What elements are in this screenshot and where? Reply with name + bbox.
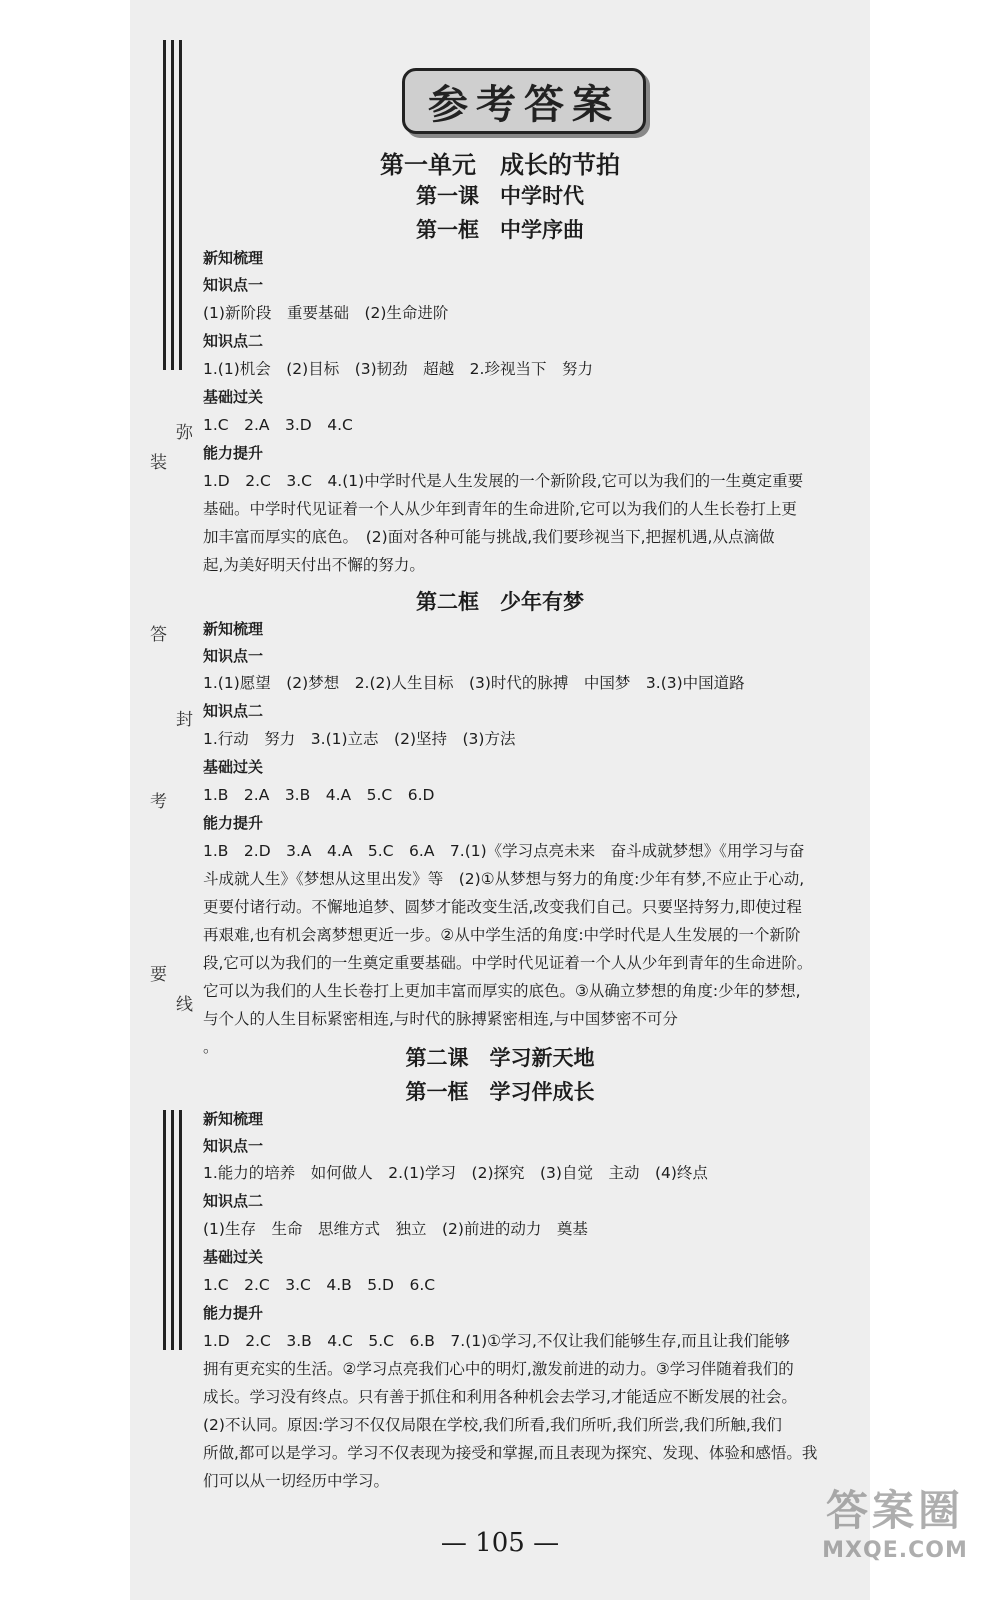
binding-char: 装 [150,453,167,473]
answer-line: 1.D 2.C 3.B 4.C 5.C 6.B 7.(1)①学习,不仅让我们能够生存,而且让我们能够 [203,1332,790,1350]
section-label: 知识点一 [203,647,264,665]
answer-line: 斗成就人生》《梦想从这里出发》等 (2)①从梦想与努力的角度:少年有梦,不应止于心动, [203,870,805,888]
answer-line: 它可以为我们的人生长卷打上更加丰富而厚实的底色。③从确立梦想的角度:少年的梦想, [203,982,801,1000]
watermark-url: MXQE.COM [822,1538,968,1563]
binding-line [163,1110,166,1350]
section-label: 知识点二 [203,702,264,720]
answer-line: (1)生存 生命 思维方式 独立 (2)前进的动力 奠基 [203,1220,588,1238]
answer-line: 1.B 2.A 3.B 4.A 5.C 6.D [203,786,435,804]
section-label: 基础过关 [203,758,264,776]
page-number: — 105 — [440,1528,560,1558]
frame-title: 第一框 中学序曲 [416,218,584,242]
binding-char: 考 [150,792,167,812]
answer-line: 1.能力的培养 如何做人 2.(1)学习 (2)探究 (3)自觉 主动 (4)终点 [203,1164,708,1182]
answer-line: 起,为美好明天付出不懈的努力。 [203,556,425,574]
binding-line [171,1110,174,1350]
answer-line: 1.C 2.A 3.D 4.C [203,416,353,434]
lesson-title: 第一课 中学时代 [416,184,584,208]
watermark-text: 答案圈 [825,1486,964,1535]
section-label: 能力提升 [203,444,264,462]
section-label: 基础过关 [203,388,264,406]
section-label: 新知梳理 [203,1110,264,1128]
answer-line: (2)不认同。原因:学习不仅仅局限在学校,我们所看,我们所听,我们所尝,我们所触,我们 [203,1416,782,1434]
answer-line: 1.C 2.C 3.C 4.B 5.D 6.C [203,1276,436,1294]
binding-char: 答 [150,625,167,645]
answer-key-banner: 参考答案 [402,68,646,134]
answer-line: 。 [203,1038,219,1056]
answer-line: 1.D 2.C 3.C 4.(1)中学时代是人生发展的一个新阶段,它可以为我们的一生奠定重要 [203,472,804,490]
answer-line: 所做,都可以是学习。学习不仅表现为接受和掌握,而且表现为探究、发现、体验和感悟。我 [203,1444,818,1462]
answer-line: 再艰难,也有机会离梦想更近一步。②从中学生活的角度:中学时代是人生发展的一个新阶 [203,926,801,944]
section-label: 知识点一 [203,1137,264,1155]
section-label: 新知梳理 [203,620,264,638]
answer-line: 拥有更充实的生活。②学习点亮我们心中的明灯,激发前进的动力。③学习伴随着我们的 [203,1360,794,1378]
answer-line: 1.B 2.D 3.A 4.A 5.C 6.A 7.(1)《学习点亮未来 奋斗成就梦想》《用学习与奋 [203,842,805,860]
answer-line: 段,它可以为我们的一生奠定重要基础。中学时代见证着一个人从少年到青年的生命进阶。 [203,954,813,972]
section-label: 新知梳理 [203,249,264,267]
section-label: 知识点二 [203,332,264,350]
answer-line: 们可以从一切经历中学习。 [203,1472,390,1490]
frame-title: 第一框 学习伴成长 [405,1080,595,1104]
section-label: 知识点二 [203,1192,264,1210]
answer-line: 与个人的人生目标紧密相连,与时代的脉搏紧密相连,与中国梦密不可分 [203,1010,678,1028]
answer-line: 1.行动 努力 3.(1)立志 (2)坚持 (3)方法 [203,730,516,748]
binding-line [179,1110,182,1350]
answer-line: 加丰富而厚实的底色。 (2)面对各种可能与挑战,我们要珍视当下,把握机遇,从点滴做 [203,528,775,546]
binding-char: 封 [176,710,193,730]
answer-line: 成长。学习没有终点。只有善于抓住和利用各种机会去学习,才能适应不断发展的社会。 [203,1388,797,1406]
binding-char: 线 [176,995,193,1015]
answer-line: (1)新阶段 重要基础 (2)生命进阶 [203,304,449,322]
lesson-title: 第二课 学习新天地 [405,1046,595,1070]
answer-line: 更要付诸行动。不懈地追梦、圆梦才能改变生活,改变我们自己。只要坚持努力,即使过程 [203,898,802,916]
watermark-logo [800,1478,990,1588]
binding-char: 弥 [176,423,193,443]
answer-line: 基础。中学时代见证着一个人从少年到青年的生命进阶,它可以为我们的人生长卷打上更 [203,500,797,518]
answer-line: 1.(1)愿望 (2)梦想 2.(2)人生目标 (3)时代的脉搏 中国梦 3.(3)中国道路 [203,674,745,692]
binding-char: 要 [150,965,167,985]
section-label: 能力提升 [203,1304,264,1322]
section-label: 能力提升 [203,814,264,832]
frame-title: 第二框 少年有梦 [416,590,584,614]
unit-title: 第一单元 成长的节拍 [380,151,620,179]
answer-line: 1.(1)机会 (2)目标 (3)韧劲 超越 2.珍视当下 努力 [203,360,593,378]
section-label: 知识点一 [203,276,264,294]
section-label: 基础过关 [203,1248,264,1266]
